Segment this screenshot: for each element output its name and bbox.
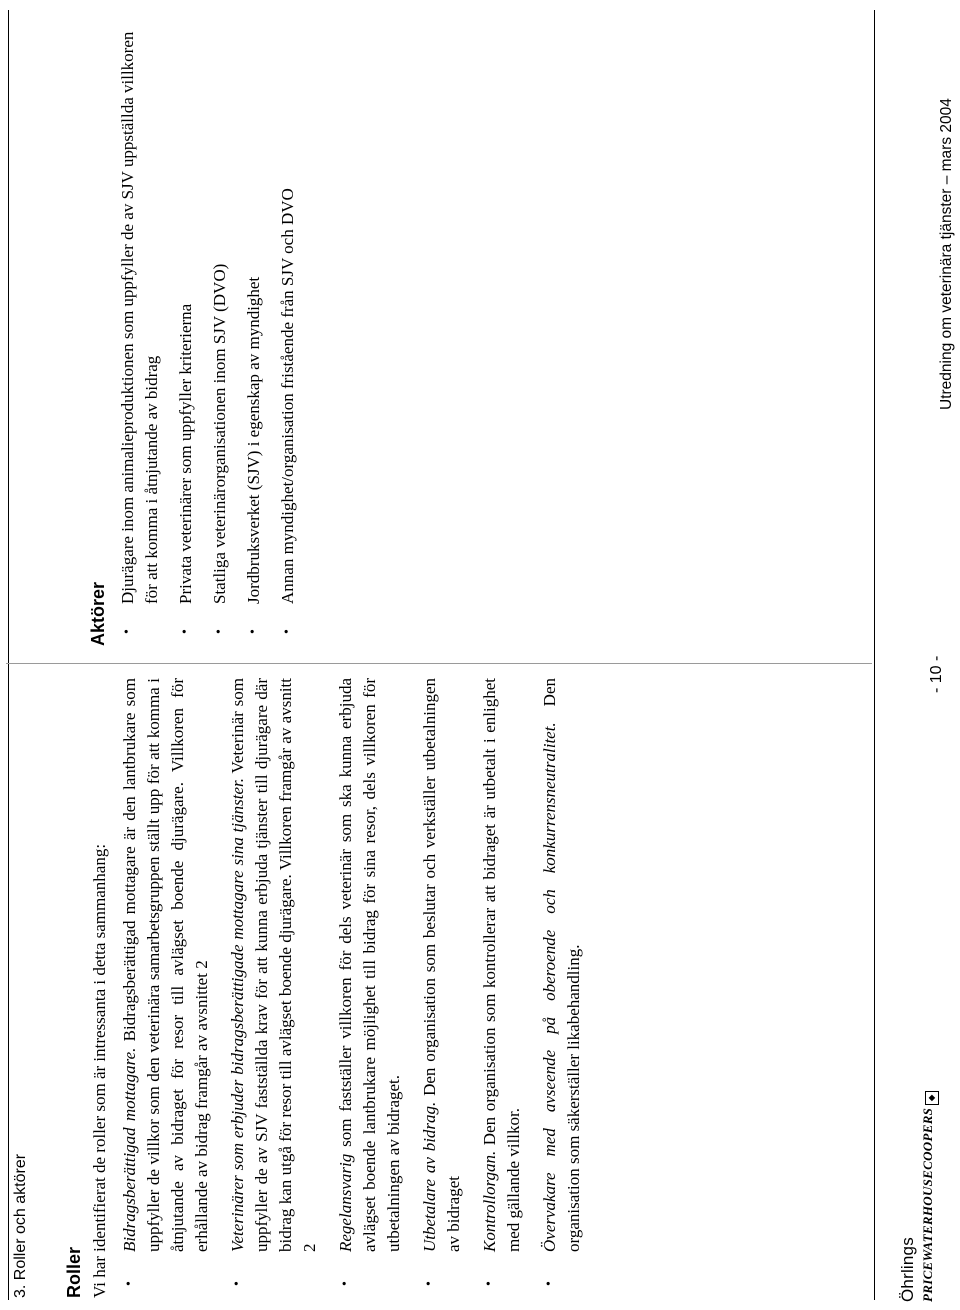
aktorer-heading: Aktörer [88,581,108,646]
bullet-icon: • [422,1281,437,1286]
bullet-icon: • [120,629,135,634]
bullet-icon: • [542,1281,557,1286]
actor-text: Privata veterinärer som uppfyller kriterierna [176,303,195,604]
bullet-icon: • [246,629,261,634]
role-term: Regelansvarig [336,1153,355,1252]
roller-section [62,678,598,1298]
aktorer-section [86,16,310,646]
running-head: 3. Roller och aktörer [12,1153,29,1298]
actor-text: Jordbruksverket (SJV) i egenskap av myndighet [244,276,263,604]
list-item [276,16,300,646]
column-divider [6,663,872,664]
bullet-icon: • [122,1281,137,1286]
top-rule [8,10,9,1300]
aktorer-list [116,16,300,646]
list-item [118,678,214,1298]
brand-pwc [920,1094,939,1302]
list-item [418,678,466,1298]
bottom-rule [874,10,875,1300]
list-item [478,678,526,1298]
list-item [174,16,198,646]
role-text: som fastställer villkoren för dels veterinär som ska kunna erbjuda avlägset boende lantbrukare möjlighet till bidrag för sina resor, dels villkoren för utbetalningen av bidraget. [336,678,403,1252]
bullet-icon: • [178,629,193,634]
footer-document-title: Utredning om veterinära tjänster – mars 2004 [938,98,955,410]
bullet-icon: • [212,629,227,634]
list-item [334,678,406,1298]
role-text: Veterinär som uppfyller de av SJV fastställda krav för att kunna erbjuda tjänster till djurägare där bidrag kan utgå för resor till avlägset boende djurägare. Villkoren framgår av avsnitt 2 [228,678,319,1252]
company-logo [898,1094,939,1302]
role-text: Den organisation som säkerställer likabehandling. [540,678,583,1252]
list-item [242,16,266,646]
actor-text: Djurägare inom animalieproduktionen som uppfyller de av SJV uppställda villkoren för att komma i åtnjutande av bidrag [118,31,161,604]
role-term: Övervakare med avseende på oberoende och konkurrensneutralitet. [540,722,559,1252]
role-term: Veterinärer som erbjuder bidragsberättigade mottagare sina tjänster. [228,778,247,1252]
bullet-icon: • [230,1281,245,1286]
roller-heading: Roller [64,1246,84,1298]
actor-text: Statliga veterinärorganisationen inom SJV (DVO) [210,263,229,604]
bullet-icon: • [280,629,295,634]
page-number: - 10 - [928,655,945,693]
role-term: Utbetalare av bidrag. [420,1101,439,1252]
role-term: Kontrollorgan. [480,1150,499,1252]
list-item [226,678,322,1298]
list-item [116,16,164,646]
brand-ohrlings: Öhrlings [898,1237,917,1302]
role-text: Den organisation som kontrollerar att bidraget är utbetalt i enlighet med gällande villkor. [480,678,523,1252]
roller-intro: Vi har identifierat de roller som är intressanta i detta sammanhang: [90,843,109,1298]
role-text: Den organisation som beslutar och verkställer utbetalningen av bidraget [420,678,463,1252]
role-text: Bidragsberättigad mottagare är den lantbrukare som uppfyller de villkor som den veterinära samarbetsgruppen ställt upp för att komma i åtnjutande av bidraget för resor till avlägset boende djurägare. Villkoren för erhållande av bidrag framgår av avsnittet 2 [120,678,211,1252]
pwc-mark-icon: ◆ [925,1091,939,1105]
actor-text: Annan myndighet/organisation fristående från SJV och DVO [278,188,297,604]
list-item [208,16,232,646]
role-term: Bidragsberättigad mottagare. [120,1047,139,1252]
list-item [538,678,586,1298]
bullet-icon: • [338,1281,353,1286]
bullet-icon: • [482,1281,497,1286]
brand-pwc-text: PRICEWATERHOUSECOOPERS [920,1107,935,1302]
roller-list [118,678,586,1298]
